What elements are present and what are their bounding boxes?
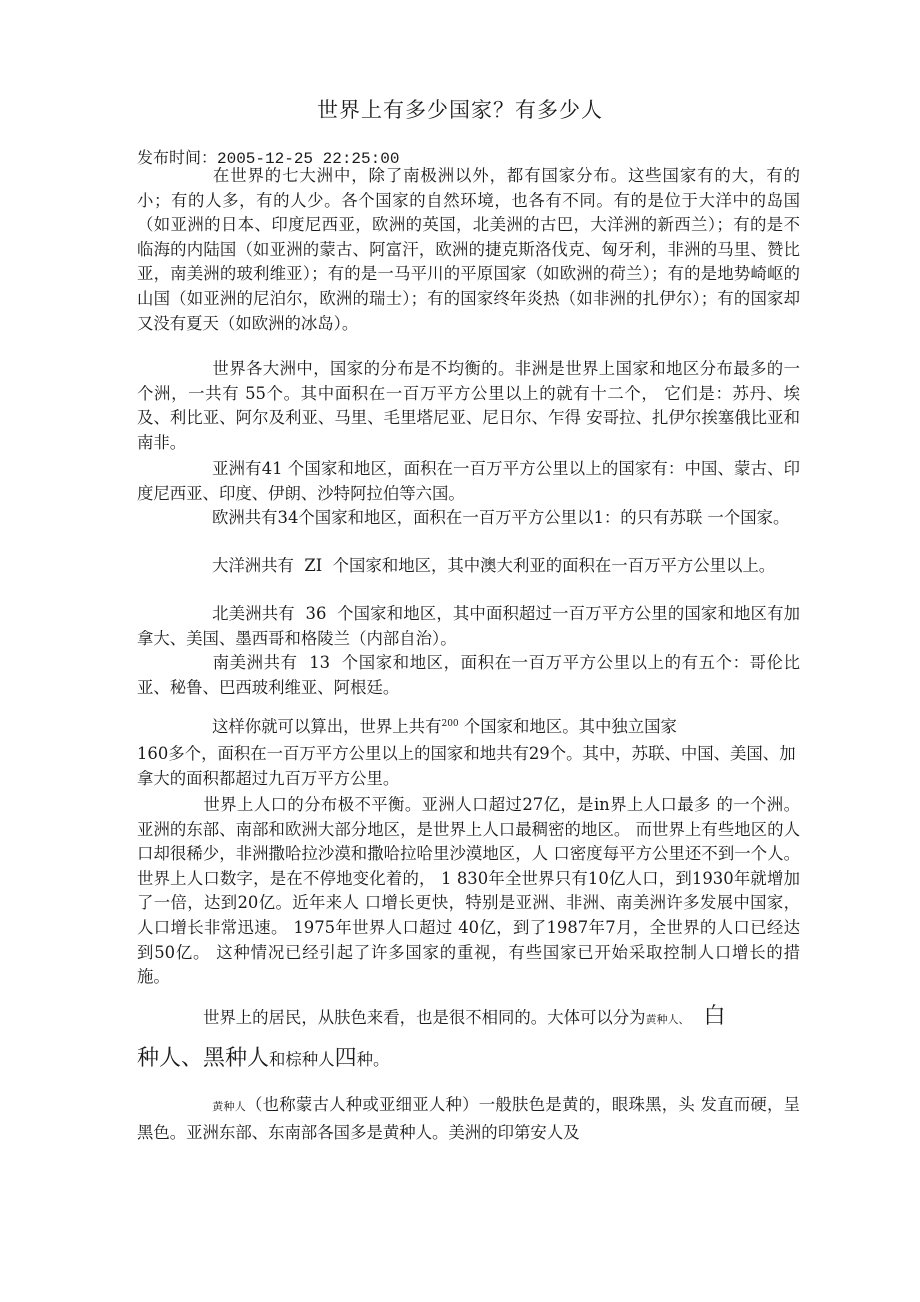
paragraph-population [137,793,800,990]
paragraph-races-line2 [137,1041,389,1072]
paragraph-text: 在世界的七大洲中，除了南极洲以外，都有国家分布。这些国家有的大，有的小；有的人多，有的人少。各个国家的自然环境，也各有不同。有的是位于大洋中的岛国（如亚洲的日本、印度尼西亚，欧洲的英国，北美洲的古巴，大洋洲的新西兰）；有的是不临海的内陆国（如亚洲的蒙古、阿富汗，欧洲的捷克斯洛伐克、匈牙利，非洲的马里、赞比亚，南美洲的玻利维亚）；有的是一马平川的平原国家（如欧洲的荷兰）；有的是地势崎岖的山国（如亚洲的尼泊尔，欧洲的瑞士）；有的国家终年炎热（如非洲的扎伊尔）；有的国家却又没有夏天（如欧洲的冰岛）。 [137,166,800,333]
publish-date: 发布时间：2005-12-25 22:25:00 [137,150,400,168]
races-white-black: 种人、黑种人 [137,1046,270,1071]
yellow-race-label: 黄种人 [212,1100,246,1113]
paragraph-total-line2: 160多个，面积在一百万平方公里以上的国家和地共有29个。其中，苏联、中国、美国、加拿大的面积都超过九百万平方公里。 [137,744,796,788]
races-brown: 和棕种人 [269,1050,335,1069]
paragraph-oceania [137,554,800,579]
paragraph-text: 大洋洲共有 ZI 个国家和地区，其中澳大利亚的面积在一百万平方公里以上。 [212,556,776,575]
paragraph-asia [137,457,800,506]
paragraph-text: 世界各大洲中，国家的分布是不均衡的。非洲是世界上国家和地区分布最多的一个洲，一共有 55个。其中面积在一百万平方公里以上的就有十二个， 它们是：苏丹、埃及、利比亚、阿尔及利亚、马里、毛里塔尼亚、尼日尔、乍得 安哥拉、扎伊尔挨塞俄比亚和南非。 [137,359,800,452]
page-title: 世界上有多少国家？有多少人 [317,98,603,122]
paragraph-text: 亚洲有41 个国家和地区，面积在一百万平方公里以上的国家有：中国、蒙古、印度尼西亚、印度、伊朗、沙特阿拉伯等六国。 [137,459,800,503]
paragraph-north-america [137,602,800,651]
paragraph-continents [137,164,800,336]
paragraph-text: 欧洲共有34个国家和地区，面积在一百万平方公里以1：的只有苏联 一个国家。 [212,508,790,527]
paragraph-distribution [137,357,800,455]
paragraph-total-line1 [212,713,677,737]
paragraph-races-line1 [203,999,726,1030]
paragraph-yellow-race [137,1092,800,1146]
races-end: 种。 [356,1050,390,1069]
paragraph-europe [137,506,800,531]
paragraph-text: 南美洲共有 13 个国家和地区，面积在一百万平方公里以上的有五个：哥伦比亚、秘鲁、巴西玻利维亚、阿根廷。 [137,653,800,697]
races-white-start: 白 [703,1004,726,1029]
races-text: 世界上的居民，从肤色来看，也是很不相同的。大体可以分为 [203,1008,646,1027]
total-text: 这样你就可以算出，世界上共有 [212,717,442,736]
races-four: 四 [334,1046,357,1071]
paragraph-text: 世界上人口的分布极不平衡。亚洲人口超过27亿，是in界上人口最多 的一个洲。亚洲的东部、南部和欧洲大部分地区，是世界上人口最稠密的地区。 而世界上有些地区的人口却很稀少，非洲撒哈拉沙漠和撒哈拉哈里沙漠地区，人 口密度每平方公里还不到一个人。世界上人口数字，是在不停地变化着的， 1 830年全世界只有10亿人口，到1930年就增加了一倍，达到20亿。近年来人 口增长更快，特别是亚洲、非洲、南美洲许多发展中国家，人口增长非常迅速。 1975年世界人口超过 40亿，到了1987年7月，全世界的人口已经达到50亿。 这种情况已经引起了许多国家的重视，有些国家已开始采取控制人口增长的措 施。 [137,795,800,987]
total-text-end: 个国家和地区。其中独立国家 [458,717,677,736]
races-yellow-small: 黄种人、 [645,1013,690,1026]
paragraph-text: 北美洲共有 36 个国家和地区，其中面积超过一百万平方公里的国家和地区有加拿大、美国、墨西哥和格陵兰（内部自治）。 [137,604,800,648]
paragraph-text: （也称蒙古人种或亚细亚人种）一般肤色是黄的，眼珠黑，头 发直而硬，呈黑色。亚洲东部、东南部各国多是黄种人。美洲的印第安人及 [137,1095,800,1142]
paragraph-south-america [137,651,800,700]
total-count-sup: 200 [441,719,459,729]
